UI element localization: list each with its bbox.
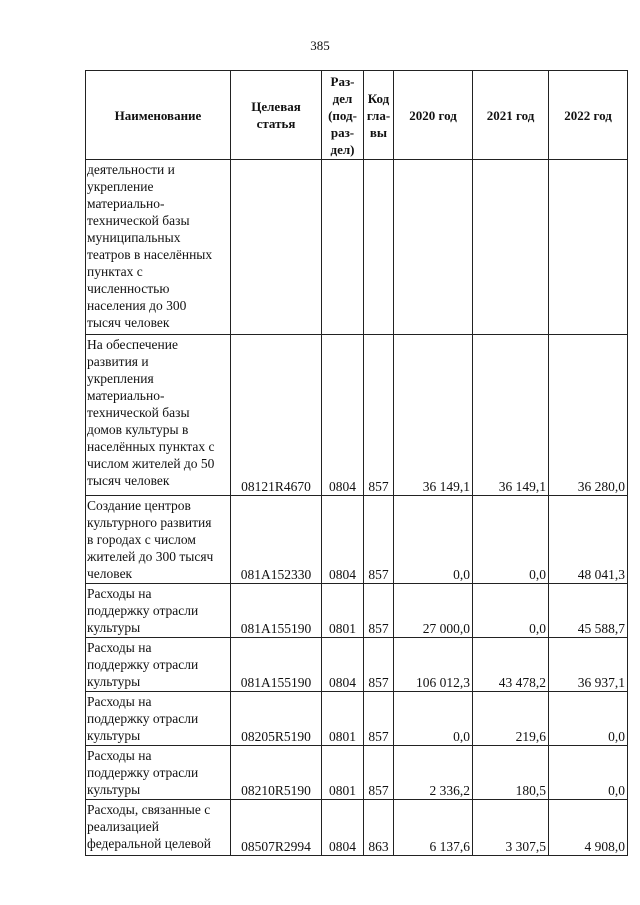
cell-year-2021: 43 478,2 <box>473 638 549 692</box>
cell-year-2022: 48 041,3 <box>549 496 628 584</box>
cell-chapter-code: 857 <box>364 335 394 496</box>
cell-name: Расходы на поддержку отрасли культуры <box>86 638 231 692</box>
header-year-2020: 2020 год <box>394 71 473 160</box>
cell-year-2021: 0,0 <box>473 496 549 584</box>
cell-target-article: 081A155190 <box>231 638 322 692</box>
cell-year-2020 <box>394 160 473 335</box>
header-year-2022: 2022 год <box>549 71 628 160</box>
table-row <box>86 638 628 692</box>
cell-year-2022: 0,0 <box>549 746 628 800</box>
page-number: 385 <box>310 38 330 53</box>
table-row <box>86 800 628 856</box>
cell-chapter-code: 857 <box>364 692 394 746</box>
cell-target-article <box>231 160 322 335</box>
table-row <box>86 584 628 638</box>
cell-name: Расходы на поддержку отрасли культуры <box>86 692 231 746</box>
cell-year-2022: 0,0 <box>549 692 628 746</box>
table-row <box>86 692 628 746</box>
cell-target-article: 08121R4670 <box>231 335 322 496</box>
cell-year-2022: 36 280,0 <box>549 335 628 496</box>
cell-target-article: 081A152330 <box>231 496 322 584</box>
cell-section: 0804 <box>322 638 364 692</box>
cell-section: 0801 <box>322 746 364 800</box>
cell-name: Создание центров культурного развития в городах с числом жителей до 300 тысяч человек <box>86 496 231 584</box>
cell-target-article: 08507R2994 <box>231 800 322 856</box>
cell-year-2021: 36 149,1 <box>473 335 549 496</box>
cell-year-2021: 3 307,5 <box>473 800 549 856</box>
cell-year-2021: 219,6 <box>473 692 549 746</box>
cell-year-2020: 36 149,1 <box>394 335 473 496</box>
cell-year-2021 <box>473 160 549 335</box>
header-row <box>86 71 628 160</box>
cell-name: Расходы на поддержку отрасли культуры <box>86 584 231 638</box>
cell-chapter-code: 857 <box>364 746 394 800</box>
cell-year-2021: 0,0 <box>473 584 549 638</box>
cell-year-2022: 4 908,0 <box>549 800 628 856</box>
cell-section <box>322 160 364 335</box>
cell-year-2022: 36 937,1 <box>549 638 628 692</box>
table-row <box>86 746 628 800</box>
table-row <box>86 160 628 335</box>
cell-section: 0804 <box>322 335 364 496</box>
cell-target-article: 081A155190 <box>231 584 322 638</box>
cell-chapter-code: 863 <box>364 800 394 856</box>
cell-target-article: 08205R5190 <box>231 692 322 746</box>
cell-name: Расходы, связанные с реализацией федеральной целевой <box>86 800 231 856</box>
cell-chapter-code <box>364 160 394 335</box>
cell-year-2020: 27 000,0 <box>394 584 473 638</box>
cell-section: 0804 <box>322 496 364 584</box>
cell-year-2020: 0,0 <box>394 692 473 746</box>
header-year-2021: 2021 год <box>473 71 549 160</box>
cell-year-2020: 2 336,2 <box>394 746 473 800</box>
cell-year-2021: 180,5 <box>473 746 549 800</box>
budget-table <box>85 70 628 856</box>
cell-chapter-code: 857 <box>364 638 394 692</box>
header-section: Раз- дел (под- раз- дел) <box>322 71 364 160</box>
table-row <box>86 496 628 584</box>
header-target-article: Целевая статья <box>231 71 322 160</box>
header-chapter-code: Код гла- вы <box>364 71 394 160</box>
cell-chapter-code: 857 <box>364 584 394 638</box>
cell-year-2020: 106 012,3 <box>394 638 473 692</box>
cell-chapter-code: 857 <box>364 496 394 584</box>
cell-year-2020: 6 137,6 <box>394 800 473 856</box>
cell-section: 0804 <box>322 800 364 856</box>
cell-name: Расходы на поддержку отрасли культуры <box>86 746 231 800</box>
cell-year-2022: 45 588,7 <box>549 584 628 638</box>
cell-name: деятельности и укрепление материально- технической базы муниципальных театров в населённых пунктах с численностью населения до 300 тысяч человек <box>86 160 231 335</box>
cell-section: 0801 <box>322 584 364 638</box>
cell-name: На обеспечение развития и укрепления материально- технической базы домов культуры в населённых пунктах с числом жителей до 50 тысяч человек <box>86 335 231 496</box>
header-name: Наименование <box>86 71 231 160</box>
cell-year-2022 <box>549 160 628 335</box>
cell-year-2020: 0,0 <box>394 496 473 584</box>
cell-section: 0801 <box>322 692 364 746</box>
cell-target-article: 08210R5190 <box>231 746 322 800</box>
table-row <box>86 335 628 496</box>
